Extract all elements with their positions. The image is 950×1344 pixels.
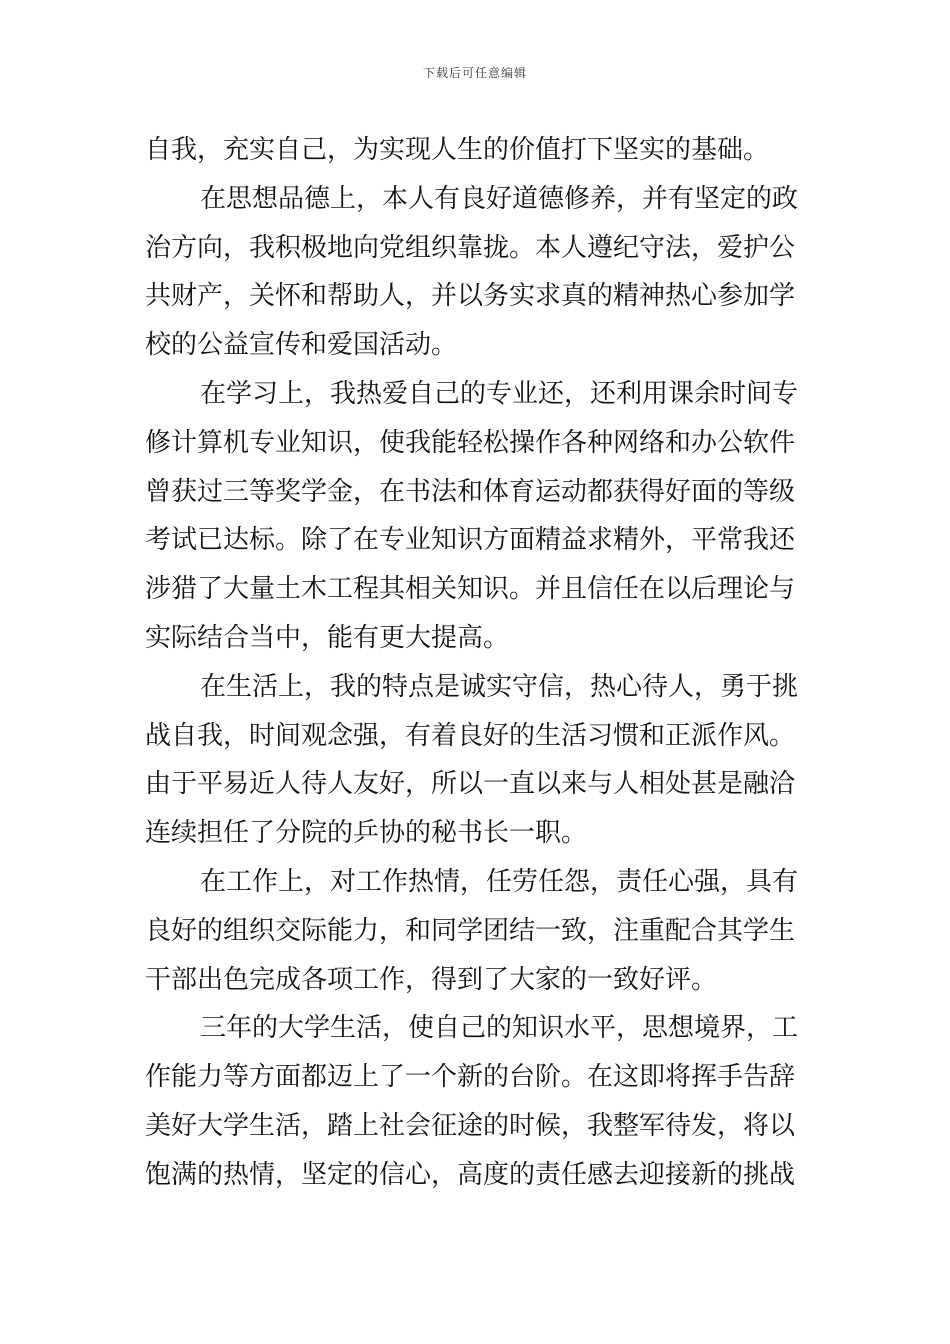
text-line: 自我，充实自己，为实现人生的价值打下坚实的基础。 [145, 135, 770, 165]
text-line: 战自我，时间观念强，有着良好的生活习惯和正派作风。 [145, 720, 796, 751]
text-line: 在思想品德上，本人有良好道德修养，并有坚定的政 [200, 183, 799, 214]
text-line: 考试已达标。除了在专业知识方面精益求精外，平常我还 [145, 525, 796, 556]
text-line: 涉猎了大量土木工程其相关知识。并且信任在以后理论与 [145, 574, 796, 605]
text-line: 干部出色完成各项工作，得到了大家的一致好评。 [145, 964, 718, 995]
text-line: 在学习上，我热爱自己的专业还，还利用课余时间专 [200, 378, 799, 409]
text-line: 修计算机专业知识，使我能轻松操作各种网络和办公软件 [145, 427, 796, 458]
text-line: 曾获过三等奖学金，在书法和体育运动都获得好面的等级 [145, 476, 796, 507]
text-line: 良好的组织交际能力，和同学团结一致，注重配合其学生 [145, 915, 796, 946]
text-line: 在生活上，我的特点是诚实守信，热心待人，勇于挑 [200, 671, 799, 702]
document-body [145, 126, 810, 1200]
text-line: 在工作上，对工作热情，任劳任怨，责任心强，具有 [200, 866, 799, 897]
text-line: 作能力等方面都迈上了一个新的台阶。在这即将挥手告辞 [145, 1062, 796, 1093]
text-line: 连续担任了分院的乒协的秘书长一职。 [145, 818, 588, 849]
text-line: 校的公益宣传和爱国活动。 [145, 330, 458, 361]
text-line: 美好大学生活，踏上社会征途的时候，我整军待发，将以 [145, 1110, 796, 1141]
text-line: 实际结合当中，能有更大提高。 [145, 622, 510, 653]
text-line: 三年的大学生活，使自己的知识水平，思想境界，工 [200, 1013, 799, 1044]
text-line: 治方向，我积极地向党组织靠拢。本人遵纪守法，爱护公 [145, 232, 796, 263]
text-line: 共财产，关怀和帮助人，并以务实求真的精神热心参加学 [145, 281, 796, 312]
page-header: 下载后可任意编辑 [422, 66, 527, 80]
text-line: 饱满的热情，坚定的信心，高度的责任感去迎接新的挑战 [145, 1159, 796, 1190]
text-line: 由于平易近人待人友好，所以一直以来与人相处甚是融洽 [145, 769, 796, 800]
